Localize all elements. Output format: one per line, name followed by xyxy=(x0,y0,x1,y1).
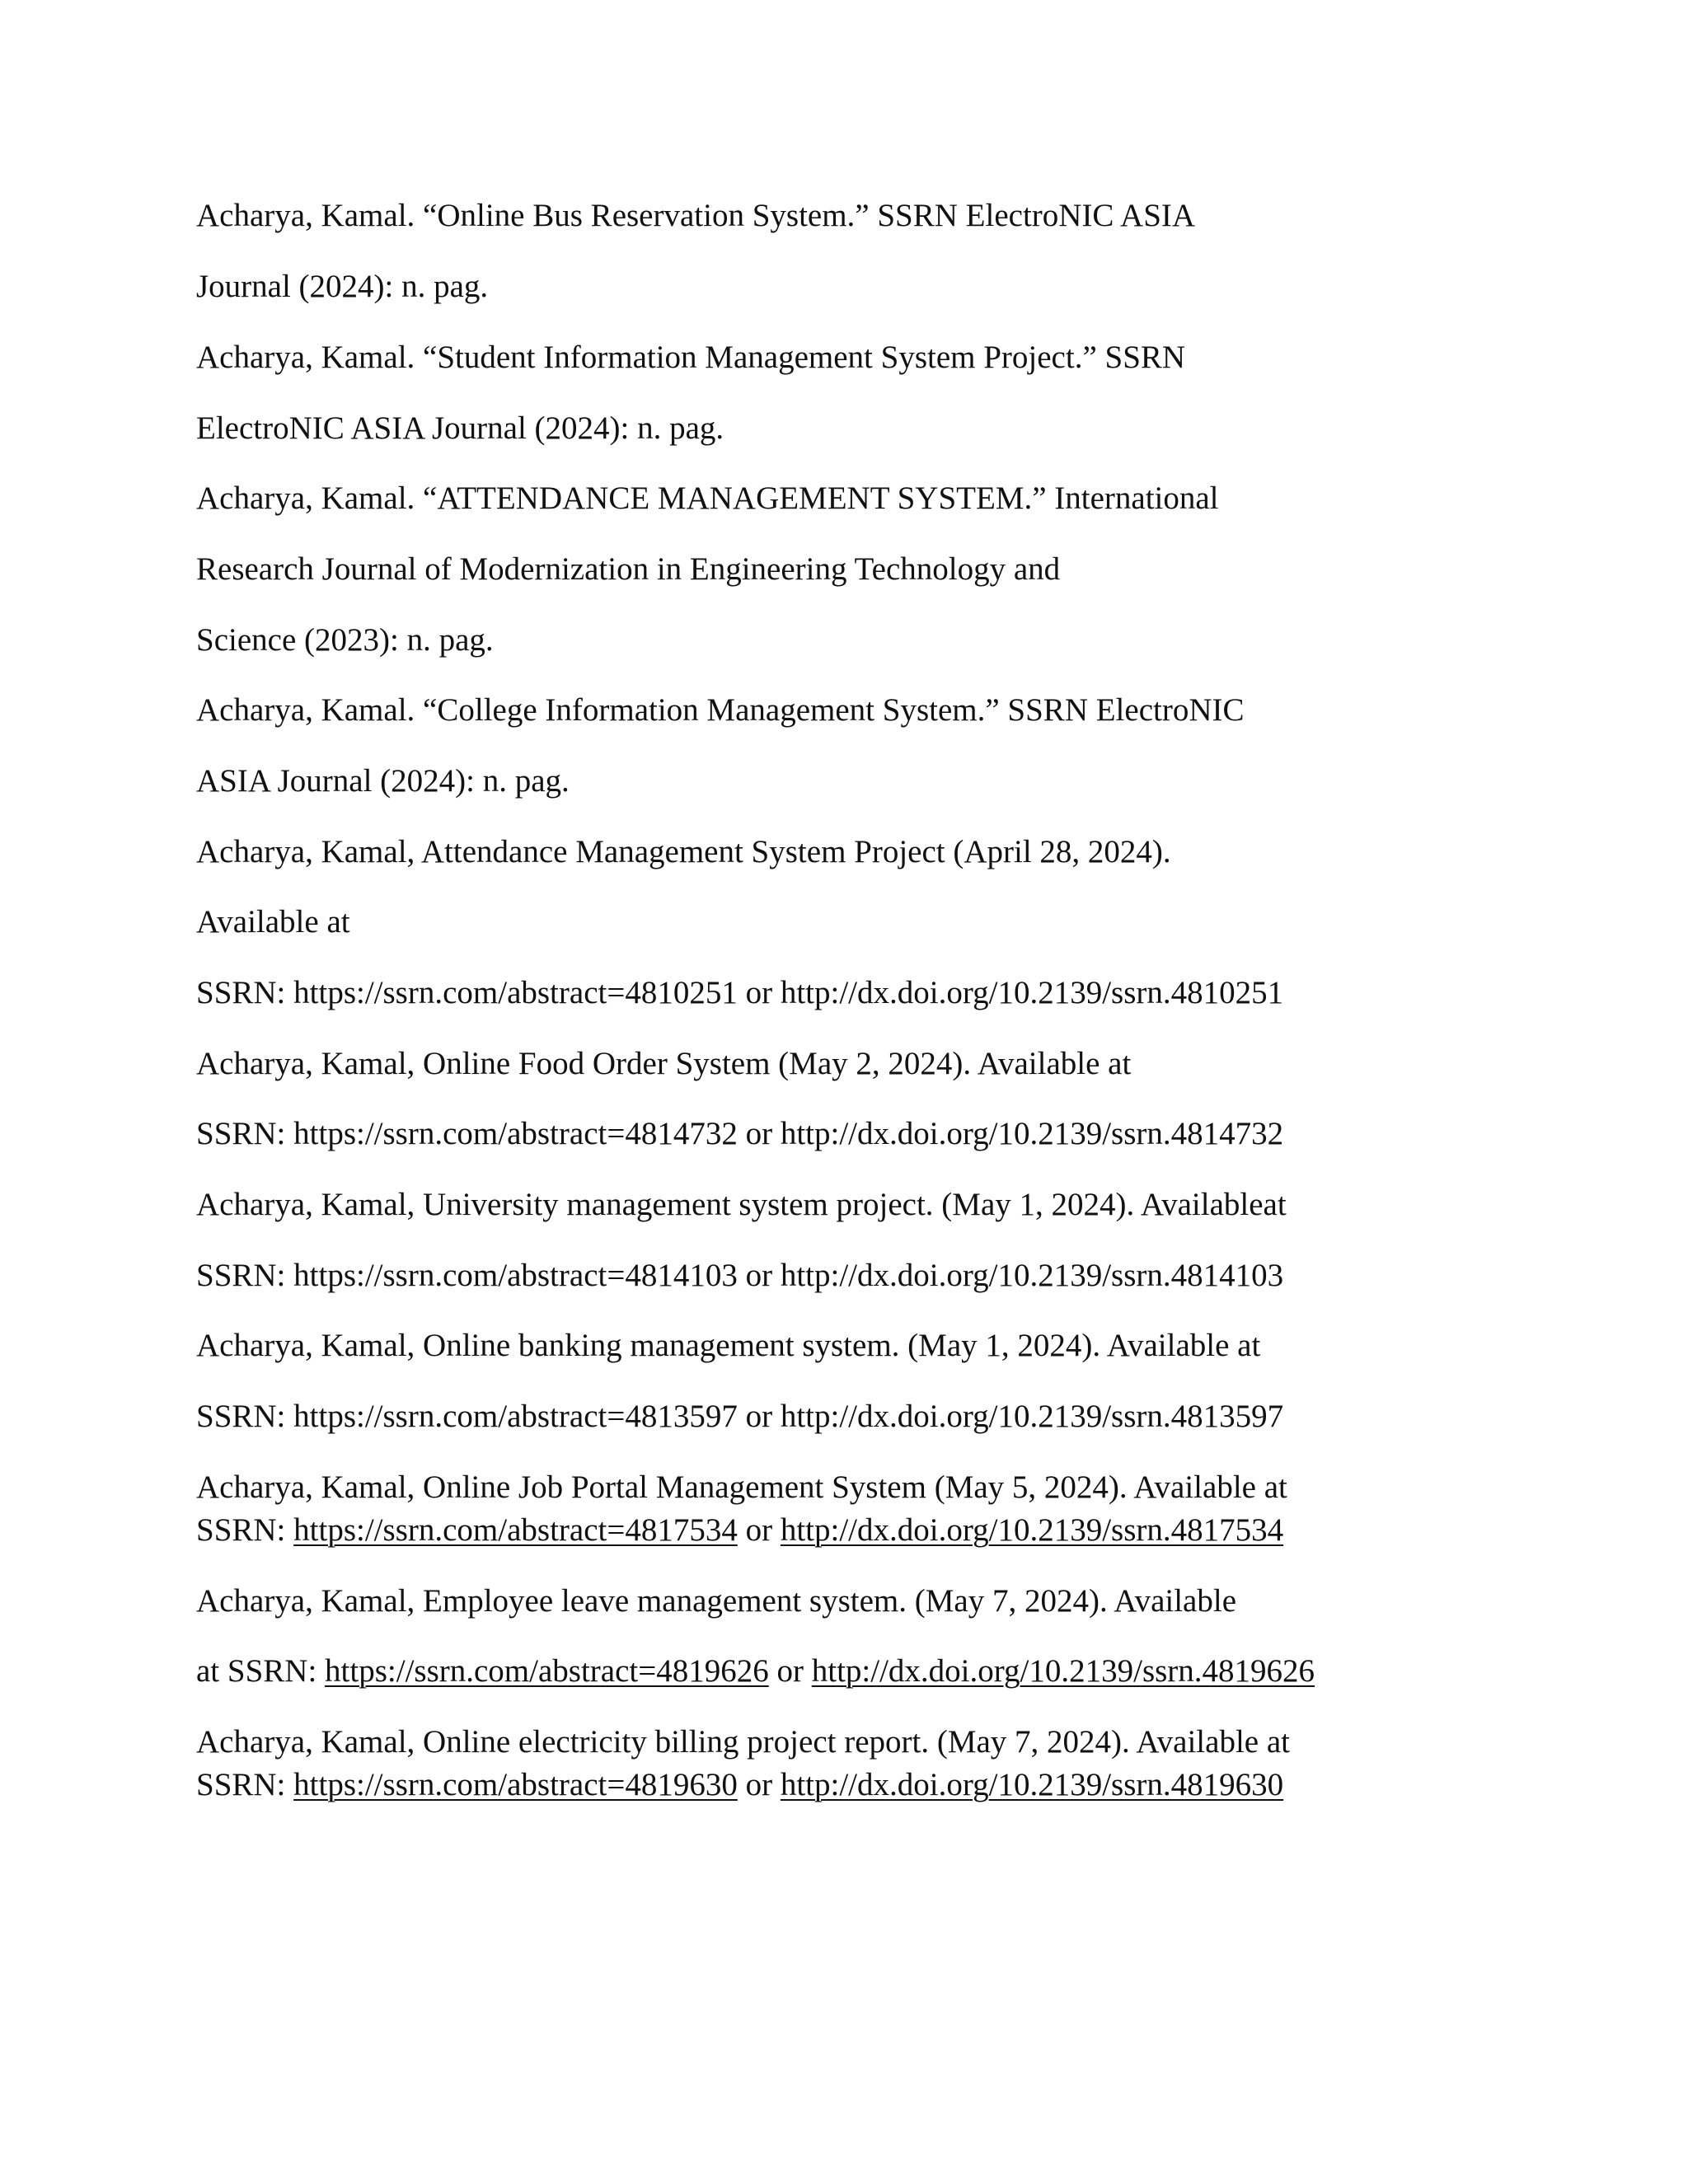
reference-10-doi-link[interactable]: http://dx.doi.org/10.2139/ssrn.4819626 xyxy=(811,1653,1315,1689)
reference-3-line-3: Science (2023): n. pag. xyxy=(196,622,494,658)
reference-6-line-1: Acharya, Kamal, Online Food Order System (May 2, 2024). Available at xyxy=(196,1046,1132,1081)
reference-7-line-1: Acharya, Kamal, University management system project. (May 1, 2024). Availableat xyxy=(196,1187,1287,1222)
reference-6-line-2: SSRN: https://ssrn.com/abstract=4814732 or http://dx.doi.org/10.2139/ssrn.4814732 xyxy=(196,1116,1284,1151)
reference-4-line-1: Acharya, Kamal. “College Information Management System.” SSRN ElectroNIC xyxy=(196,692,1245,728)
reference-11-ssrn-link[interactable]: https://ssrn.com/abstract=4819630 xyxy=(293,1767,738,1802)
reference-9-separator: or xyxy=(737,1512,781,1548)
reference-8-line-2: SSRN: https://ssrn.com/abstract=4813597 or http://dx.doi.org/10.2139/ssrn.4813597 xyxy=(196,1399,1284,1434)
reference-10-line-2 xyxy=(196,1650,1315,1693)
reference-2-line-1: Acharya, Kamal. “Student Information Management System Project.” SSRN xyxy=(196,340,1186,375)
reference-3-line-2: Research Journal of Modernization in Engineering Technology and xyxy=(196,551,1061,587)
reference-10-prefix: at SSRN: xyxy=(196,1653,326,1689)
reference-11-line-1: Acharya, Kamal, Online electricity billing project report. (May 7, 2024). Available at xyxy=(196,1724,1290,1760)
reference-11-separator: or xyxy=(737,1767,781,1802)
reference-3-line-1: Acharya, Kamal. “ATTENDANCE MANAGEMENT SYSTEM.” International xyxy=(196,480,1219,516)
reference-11-prefix: SSRN: xyxy=(196,1767,294,1802)
reference-5-line-2: Available at xyxy=(196,904,350,940)
reference-5-line-1: Acharya, Kamal, Attendance Management System Project (April 28, 2024). xyxy=(196,834,1171,869)
reference-9-line-1: Acharya, Kamal, Online Job Portal Management System (May 5, 2024). Available at xyxy=(196,1469,1287,1505)
reference-8-line-1: Acharya, Kamal, Online banking management system. (May 1, 2024). Available at xyxy=(196,1328,1261,1363)
reference-9-doi-link[interactable]: http://dx.doi.org/10.2139/ssrn.4817534 xyxy=(780,1512,1284,1548)
reference-1-line-2: Journal (2024): n. pag. xyxy=(196,269,489,304)
reference-5-line-3: SSRN: https://ssrn.com/abstract=4810251 or http://dx.doi.org/10.2139/ssrn.4810251 xyxy=(196,975,1284,1010)
reference-11-line-2 xyxy=(196,1764,1283,1807)
reference-4-line-2: ASIA Journal (2024): n. pag. xyxy=(196,763,570,799)
reference-11-doi-link[interactable]: http://dx.doi.org/10.2139/ssrn.4819630 xyxy=(780,1767,1284,1802)
reference-10-ssrn-link[interactable]: https://ssrn.com/abstract=4819626 xyxy=(325,1653,769,1689)
reference-10-separator: or xyxy=(768,1653,812,1689)
reference-7-line-2: SSRN: https://ssrn.com/abstract=4814103 or http://dx.doi.org/10.2139/ssrn.4814103 xyxy=(196,1258,1284,1293)
reference-10-line-1: Acharya, Kamal, Employee leave management system. (May 7, 2024). Available xyxy=(196,1583,1237,1619)
reference-2-line-2: ElectroNIC ASIA Journal (2024): n. pag. xyxy=(196,410,724,446)
reference-9-line-2 xyxy=(196,1509,1283,1552)
reference-9-prefix: SSRN: xyxy=(196,1512,294,1548)
reference-1-line-1: Acharya, Kamal. “Online Bus Reservation System.” SSRN ElectroNIC ASIA xyxy=(196,198,1196,233)
reference-9-ssrn-link[interactable]: https://ssrn.com/abstract=4817534 xyxy=(293,1512,738,1548)
